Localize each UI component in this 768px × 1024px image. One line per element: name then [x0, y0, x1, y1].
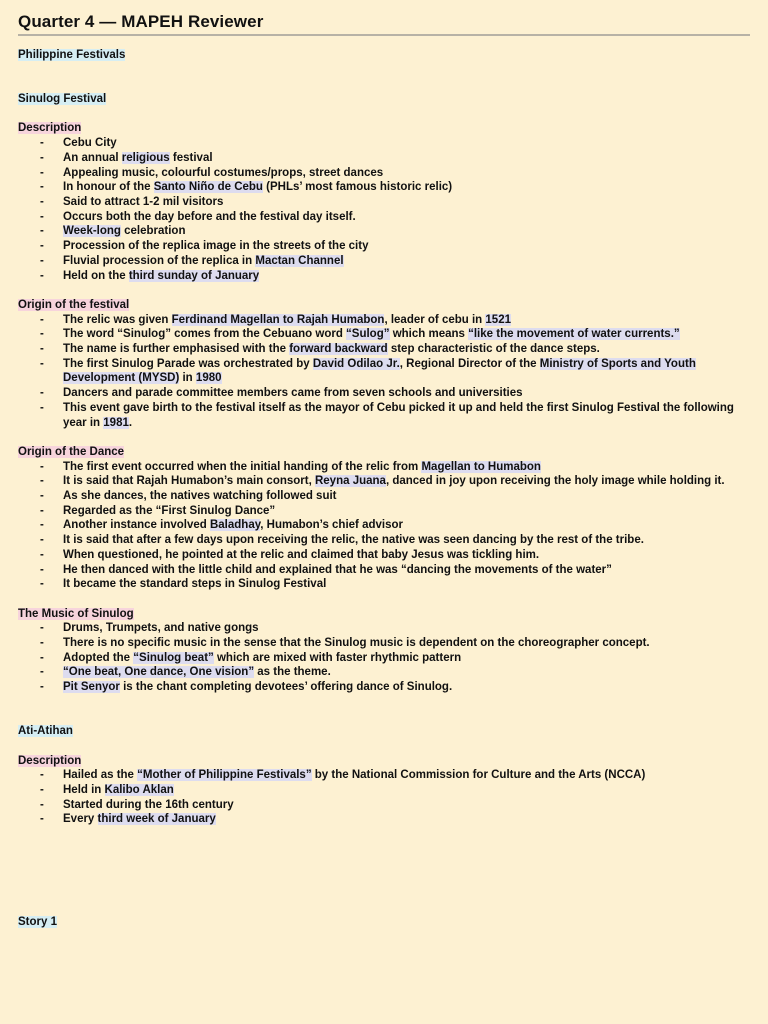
list-item — [18, 812, 748, 827]
item-text: He then danced with the little child and explained that he was “dancing the movements of the water” — [63, 563, 612, 576]
item-text: Hailed as the — [63, 769, 138, 782]
list-item — [18, 636, 748, 651]
list-item — [18, 195, 748, 210]
item-text: The first Sinulog Parade was orchestrated by — [63, 357, 313, 370]
bullet-list — [18, 313, 748, 431]
list-item — [18, 151, 748, 166]
list-item — [18, 504, 748, 519]
highlighted-text: 1980 — [195, 372, 222, 385]
item-text: Fluvial procession of the replica in — [63, 254, 256, 267]
title-divider — [18, 34, 750, 36]
list-item — [18, 533, 748, 548]
highlighted-text: “Sulog” — [346, 328, 390, 341]
bullet-list — [18, 460, 748, 592]
item-text: Started during the 16th century — [63, 798, 234, 811]
item-text: Regarded as the “First Sinulog Dance” — [63, 504, 276, 517]
highlighted-text: 1521 — [485, 313, 511, 326]
highlighted-text: David Odilao Jr. — [312, 357, 400, 370]
highlighted-text: Magellan to Humabon — [421, 460, 541, 473]
item-text: Occurs both the day before and the festival day itself. — [63, 210, 356, 223]
bullet-list — [18, 768, 748, 827]
list-item — [18, 386, 748, 401]
list-item — [18, 518, 748, 533]
list-item — [18, 563, 748, 578]
subheading-origin-festival: Origin of the festival — [18, 298, 130, 311]
section-title-ati-atihan: Ati-Atihan — [18, 725, 73, 738]
list-item — [18, 783, 748, 798]
item-text: by the National Commission for Culture and the Arts (NCCA) — [311, 769, 646, 782]
list-item — [18, 798, 748, 813]
list-item — [18, 401, 748, 430]
item-text: Appealing music, colourful costumes/props, street dances — [63, 166, 384, 179]
item-text: celebration — [120, 225, 186, 238]
story-heading: Story 1 — [18, 916, 57, 929]
list-item — [18, 474, 748, 489]
item-text: Procession of the replica image in the streets of the city — [63, 240, 369, 253]
page-title: Quarter 4 — MAPEH Reviewer — [18, 12, 264, 31]
list-item — [18, 313, 748, 328]
subheading-music: The Music of Sinulog — [18, 607, 134, 620]
item-text: , leader of cebu in — [384, 313, 486, 326]
highlighted-text: forward backward — [289, 343, 388, 356]
list-item — [18, 254, 748, 269]
item-text: Drums, Trumpets, and native gongs — [63, 622, 259, 635]
highlighted-text: “like the movement of water currents.” — [468, 328, 680, 341]
item-text: There is no specific music in the sense that the Sinulog music is dependent on the choreographer concept. — [63, 637, 650, 650]
item-text: The word “Sinulog” comes from the Cebuano word — [63, 328, 347, 341]
list-item — [18, 166, 748, 181]
list-item — [18, 224, 748, 239]
item-text: It is said that after a few days upon receiving the relic, the native was seen dancing by the rest of the tribe. — [63, 534, 644, 547]
item-text: as the theme. — [254, 666, 331, 679]
item-text: , Regional Director of the — [399, 357, 540, 370]
list-item — [18, 577, 748, 592]
bullet-list — [18, 136, 748, 283]
list-item — [18, 342, 748, 357]
item-text: The name is further emphasised with the — [63, 343, 290, 356]
list-item — [18, 210, 748, 225]
item-text: which are mixed with faster rhythmic pattern — [213, 651, 462, 664]
item-text: When questioned, he pointed at the relic and claimed that baby Jesus was tickling him. — [63, 548, 540, 561]
item-text: It became the standard steps in Sinulog Festival — [63, 578, 327, 591]
list-item — [18, 489, 748, 504]
item-text: in — [179, 372, 196, 385]
item-text: Adopted the — [63, 651, 134, 664]
list-item — [18, 180, 748, 195]
list-item — [18, 327, 748, 342]
highlighted-text: third sunday of January — [128, 269, 260, 282]
item-text: The relic was given — [63, 313, 172, 326]
highlighted-text: Baladhay — [209, 519, 261, 532]
list-item — [18, 357, 748, 386]
item-text: . — [128, 416, 133, 429]
document-body — [18, 48, 748, 930]
item-text: (PHLs’ most famous historic relic) — [262, 181, 453, 194]
item-text: In honour of the — [63, 181, 154, 194]
subheading-description: Description — [18, 754, 82, 767]
highlighted-text: Kalibo Aklan — [104, 784, 174, 797]
item-text: step characteristic of the dance steps. — [387, 343, 600, 356]
item-text: Said to attract 1-2 mil visitors — [63, 196, 224, 208]
highlighted-text: Pit Senyor — [63, 681, 120, 694]
highlighted-text: “One beat, One dance, One vision” — [63, 666, 255, 679]
list-item — [18, 768, 748, 783]
highlighted-text: third week of January — [97, 813, 216, 826]
item-text: An annual — [63, 151, 122, 164]
list-item — [18, 136, 748, 151]
item-text: Dancers and parade committee members came from seven schools and universities — [63, 387, 523, 400]
item-text: This event gave birth to the festival itself as the mayor of Cebu picked it up and held the first Sinulog Festival the following year in — [63, 401, 734, 429]
item-text: Held in — [63, 784, 105, 797]
item-text: It is said that Rajah Humabon’s main consort, — [63, 475, 315, 488]
topic-heading: Philippine Festivals — [18, 49, 126, 61]
item-text: , Humabon’s chief advisor — [260, 519, 403, 532]
highlighted-text: Mactan Channel — [255, 254, 344, 267]
item-text: Held on the — [63, 269, 129, 282]
item-text: As she dances, the natives watching followed suit — [63, 490, 337, 503]
item-text: which means — [389, 328, 469, 341]
item-text: is the chant completing devotees’ offering dance of Sinulog. — [119, 681, 453, 694]
highlighted-text: “Sinulog beat” — [133, 651, 214, 664]
highlighted-text: religious — [121, 151, 170, 164]
highlighted-text: Ministry of Sports and Youth Development (MYSD) — [63, 357, 696, 385]
list-item — [18, 269, 748, 284]
list-item — [18, 665, 748, 680]
highlighted-text: Reyna Juana — [314, 475, 386, 488]
highlighted-text: Week-long — [63, 225, 121, 238]
section-title-sinulog: Sinulog Festival — [18, 93, 107, 106]
item-text: Cebu City — [63, 137, 117, 150]
list-item — [18, 548, 748, 563]
subheading-origin-dance: Origin of the Dance — [18, 445, 125, 458]
item-text: The first event occurred when the initial handing of the relic from — [63, 460, 422, 473]
highlighted-text: “Mother of Philippine Festivals” — [137, 769, 312, 782]
list-item — [18, 680, 748, 695]
list-item — [18, 239, 748, 254]
list-item — [18, 651, 748, 666]
subheading-description: Description — [18, 122, 82, 135]
item-text: Every — [63, 813, 98, 826]
highlighted-text: Santo Niño de Cebu — [153, 181, 263, 194]
item-text: , danced in joy upon receiving the holy image while holding it. — [385, 475, 725, 488]
list-item — [18, 460, 748, 475]
item-text: festival — [169, 151, 213, 164]
item-text: Another instance involved — [63, 519, 210, 532]
bullet-list — [18, 621, 748, 695]
highlighted-text: 1981 — [103, 416, 129, 429]
highlighted-text: Ferdinand Magellan to Rajah Humabon — [171, 313, 385, 326]
list-item — [18, 621, 748, 636]
